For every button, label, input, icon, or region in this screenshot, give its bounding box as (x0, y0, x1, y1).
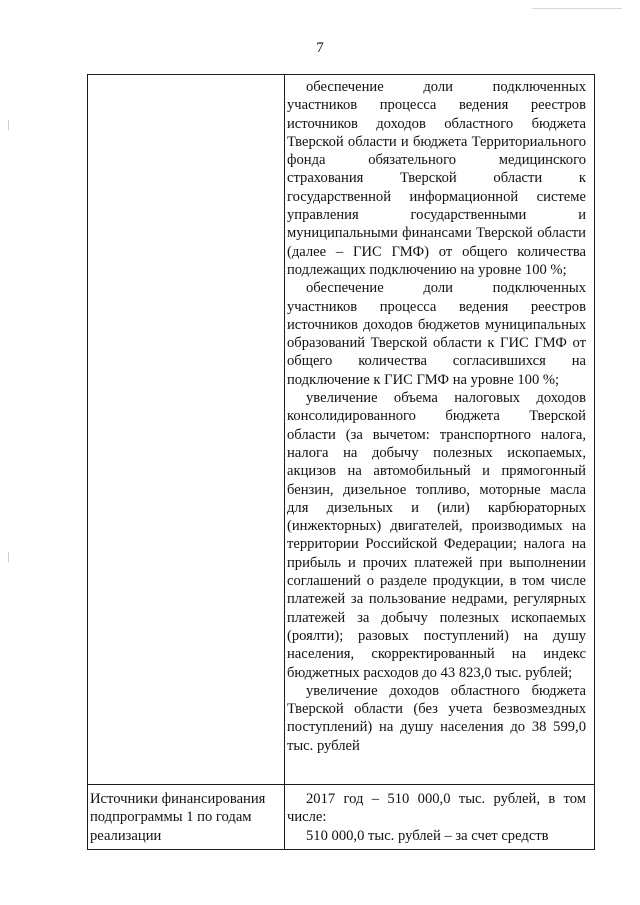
indicator-paragraph: обеспечение доли подключенных участников процесса ведения реестров источников доходов областного бюджета Тверской области и бюджета Территориального фонда обязательного медицинского страхования Тверской области к государственной информационной системе управления государственными и муниципальными финансами Тверской области (далее – ГИС ГМФ) от общего количества подлежащих подключению на уровне 100 %; (287, 79, 586, 278)
indicator-paragraph: увеличение доходов областного бюджета Тверской области (без учета безвозмездных поступлений) на душу населения до 38 599,0 тыс. рублей (287, 682, 586, 754)
goals-cell (287, 78, 586, 755)
table-border-bottom (87, 849, 595, 850)
table-border-left (87, 74, 88, 850)
scan-edge-mark (8, 120, 9, 130)
page-number: 7 (316, 40, 324, 56)
funding-sources-label: Источники финансирования подпрограммы 1 по годам реализации (90, 791, 266, 844)
scan-corner-mark (532, 8, 622, 9)
indicator-paragraph: обеспечение доли подключенных участников процесса ведения реестров источников доходов бюджетов муниципальных образований Тверской области к ГИС ГМФ от общего количества согласившихся на подключение к ГИС ГМФ на уровне 100 %; (287, 280, 586, 388)
funding-paragraph: 510 000,0 тыс. рублей – за счет средств (306, 827, 549, 844)
table-border-right (594, 74, 595, 850)
funding-paragraph: 2017 год – 510 000,0 тыс. рублей, в том числе: (287, 791, 586, 826)
table-column-divider (284, 74, 285, 850)
funding-sources-cell (287, 790, 586, 845)
table-row-divider (87, 784, 595, 785)
scan-edge-mark (8, 552, 9, 562)
indicator-paragraph: увеличение объема налоговых доходов консолидированного бюджета Тверской области (за вычетом: транспортного налога, налога на добычу полезных ископаемых, акцизов на автомобильный и прямогонный бензин, дизельное топливо, моторные масла для дизельных и (или) карбюраторных (инжекторных) двигателей, производимых на территории Российской Федерации; налога на прибыль и прочих платежей при выполнении соглашений о разделе продукции, в том числе платежей за пользование недрами, регулярных платежей за добычу полезных ископаемых (роялти); разовых поступлений) на душу населения, скорректированный на индекс бюджетных расходов до 43 823,0 тыс. рублей; (287, 390, 586, 681)
passport-table (87, 74, 595, 850)
table-border-top (87, 74, 595, 75)
